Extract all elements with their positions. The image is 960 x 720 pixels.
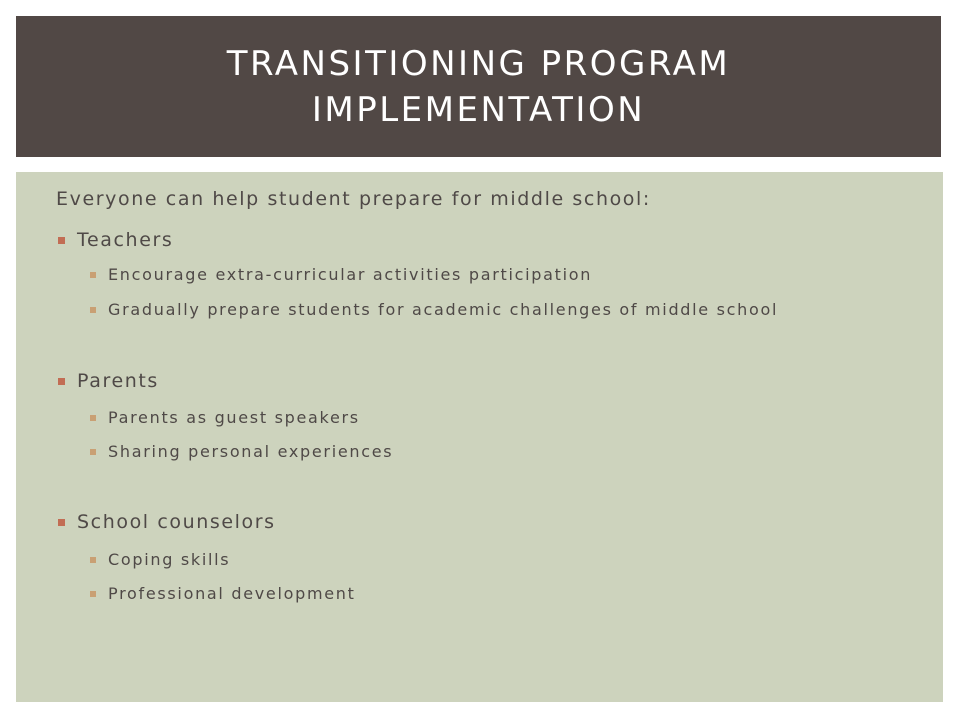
square-bullet-icon bbox=[90, 449, 96, 455]
square-bullet-icon bbox=[58, 237, 65, 244]
sub-bullet-text: Gradually prepare students for academic challenges of middle school bbox=[108, 300, 779, 319]
sub-bullet bbox=[90, 584, 356, 603]
square-bullet-icon bbox=[90, 272, 96, 278]
sub-bullet bbox=[90, 550, 230, 569]
sub-bullet-text: Professional development bbox=[108, 584, 356, 603]
sub-bullet-text: Parents as guest speakers bbox=[108, 408, 360, 427]
square-bullet-icon bbox=[58, 378, 65, 385]
square-bullet-icon bbox=[90, 415, 96, 421]
square-bullet-icon bbox=[90, 591, 96, 597]
sub-bullet bbox=[90, 265, 592, 284]
bullet-label: School counselors bbox=[77, 511, 276, 533]
slide-title: TRANSITIONING PROGRAM IMPLEMENTATION bbox=[226, 43, 731, 130]
sub-bullet-text: Coping skills bbox=[108, 550, 231, 569]
intro-text: Everyone can help student prepare for middle school: bbox=[56, 188, 651, 210]
square-bullet-icon bbox=[58, 519, 65, 526]
bullet-school-counselors bbox=[58, 511, 276, 533]
sub-bullet bbox=[90, 408, 360, 427]
square-bullet-icon bbox=[90, 557, 96, 563]
bullet-label: Teachers bbox=[77, 229, 174, 251]
sub-bullet bbox=[90, 300, 778, 319]
sub-bullet bbox=[90, 442, 393, 461]
bullet-teachers bbox=[58, 229, 173, 251]
sub-bullet-text: Encourage extra-curricular activities participation bbox=[108, 265, 593, 284]
sub-bullet-text: Sharing personal experiences bbox=[108, 442, 394, 461]
content-panel bbox=[16, 172, 943, 702]
bullet-parents bbox=[58, 370, 159, 392]
square-bullet-icon bbox=[90, 307, 96, 313]
title-bar bbox=[16, 16, 941, 157]
bullet-label: Parents bbox=[77, 370, 159, 392]
